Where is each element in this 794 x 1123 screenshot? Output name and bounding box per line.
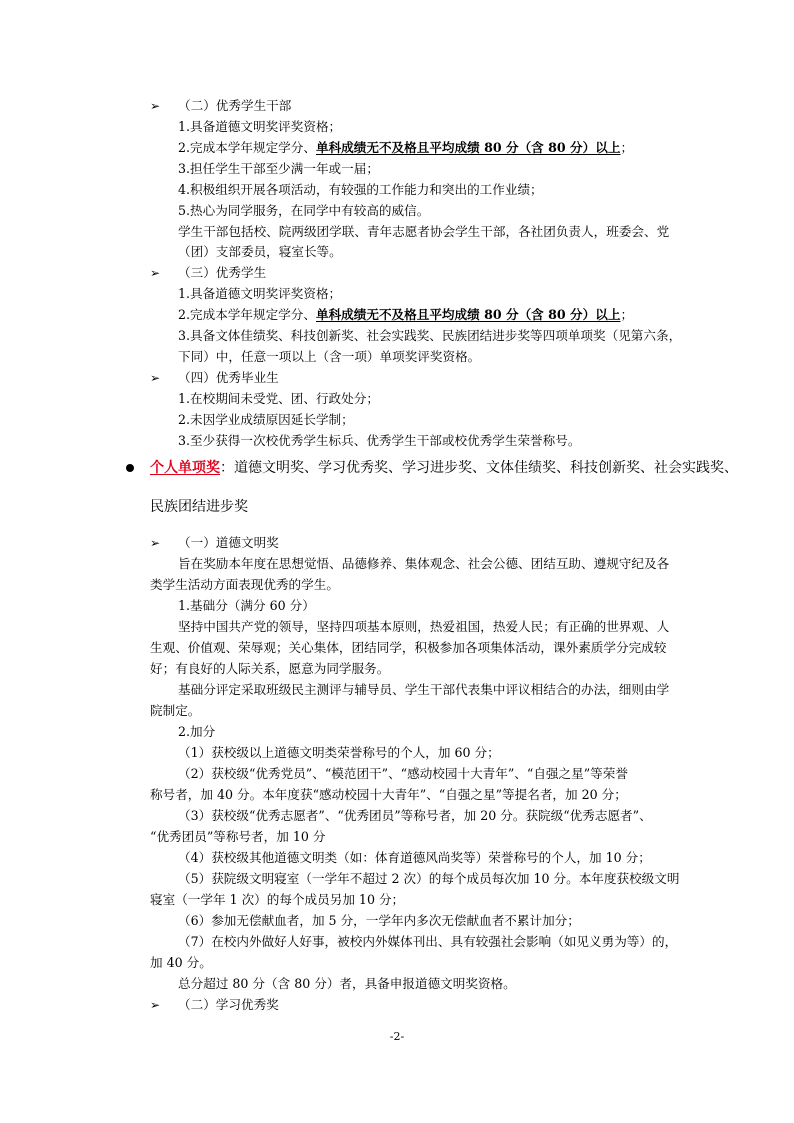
paragraph-line: 旨在奖励本年度在思想觉悟、品德修养、集体观念、社会公德、团结互助、遵规守纪及各: [178, 556, 670, 571]
requirement-text: 2.完成本学年规定学分、: [178, 307, 316, 322]
requirement-item: 下同）中，任意一项以上（含一项）单项奖评奖资格。: [178, 349, 481, 364]
paragraph-line: 类学生活动方面表现优秀的学生。: [150, 577, 339, 592]
list-arrow-icon: ➢: [150, 536, 161, 550]
individual-award-label: 个人单项奖: [150, 460, 220, 476]
bonus-item: （2）获校级“优秀党员”、“模范团干”、“感动校园十大青年”、“自强之星”等荣誉: [178, 766, 628, 781]
requirement-item: [178, 140, 633, 156]
list-arrow-icon: ➢: [150, 99, 161, 113]
requirement-item: 1.具备道德文明奖评奖资格；: [178, 119, 342, 134]
paragraph-line: 院制定。: [150, 703, 201, 718]
page-number: -2-: [389, 1030, 405, 1043]
list-arrow-icon: ➢: [150, 266, 161, 280]
requirement-text: 2.完成本学年规定学分、: [178, 140, 316, 155]
paragraph-line: 坚持中国共产党的领导，坚持四项基本原则，热爱祖国，热爱人民；有正确的世界观、人: [178, 619, 670, 634]
punctuation: ；: [620, 140, 634, 155]
grade-requirement: 单科成绩无不及格且平均成绩 80 分（含 80 分）以上: [315, 307, 621, 322]
section-heading: （三）优秀学生: [178, 265, 267, 280]
requirement-item: 3.担任学生干部至少满一年或一届；: [178, 161, 379, 176]
list-arrow-icon: ➢: [150, 371, 161, 385]
award-list-line: [150, 460, 738, 476]
subheading: 1.基础分（满分 60 分）: [178, 598, 315, 613]
bonus-item: （4）获校级其他道德文明类（如：体育道德风尚奖等）荣誉称号的个人，加 10 分；: [178, 850, 651, 865]
bonus-item: （3）获校级“优秀志愿者”、“优秀团员”等称号者，加 20 分。获院级“优秀志愿者”、: [178, 808, 652, 823]
bonus-item: 加 40 分。: [150, 955, 212, 970]
requirement-item: 2.未因学业成绩原因延长学制；: [178, 412, 354, 427]
bonus-item: （7）在校内外做好人好事，被校内外媒体刊出、具有较强社会影响（如见义勇为等）的，: [178, 934, 678, 949]
paragraph-line: 好；有良好的人际关系，愿意为同学服务。: [150, 661, 390, 676]
bonus-item: 称号者，加 40 分。本年度获“感动校园十大青年”、“自强之星”等提名者，加 20 分；: [150, 787, 627, 802]
requirement-item: 3.具备文体佳绩奖、科技创新奖、社会实践奖、民族团结进步奖等四项单项奖（见第六条，: [178, 328, 682, 343]
bullet-icon: [126, 464, 134, 472]
bonus-item: 寝室（一学年 1 次）的每个成员另加 10 分；: [150, 892, 405, 907]
award-list-text: ：道德文明奖、学习优秀奖、学习进步奖、文体佳绩奖、科技创新奖、社会实践奖、: [220, 460, 738, 476]
requirement-item: 3.至少获得一次校优秀学生标兵、优秀学生干部或校优秀学生荣誉称号。: [178, 433, 581, 448]
requirement-item: 4.积极组织开展各项活动，有较强的工作能力和突出的工作业绩；: [178, 182, 543, 197]
paragraph-line: 总分超过 80 分（含 80 分）者，具备申报道德文明奖资格。: [178, 976, 516, 991]
grade-requirement: 单科成绩无不及格且平均成绩 80 分（含 80 分）以上: [315, 140, 621, 155]
bonus-item: （5）获院级文明寝室（一学年不超过 2 次）的每个成员每次加 10 分。本年度获校级文明: [178, 871, 680, 886]
requirement-item: 1.在校期间未受党、团、行政处分；: [178, 391, 379, 406]
award-list-line: 民族团结进步奖: [150, 499, 248, 515]
section-heading: （二）学习优秀奖: [178, 997, 279, 1012]
bonus-item: “优秀团员”等称号者，加 10 分: [150, 829, 326, 844]
punctuation: ；: [620, 307, 634, 322]
requirement-item: 5.热心为同学服务，在同学中有较高的威信。: [178, 203, 430, 218]
section-heading: （一）道德文明奖: [178, 535, 279, 550]
section-heading: （二）优秀学生干部: [178, 98, 292, 113]
paragraph-line: 基础分评定采取班级民主测评与辅导员、学生干部代表集中评议相结合的办法，细则由学: [178, 682, 670, 697]
requirement-item: 1.具备道德文明奖评奖资格；: [178, 286, 342, 301]
requirement-item: [178, 307, 633, 323]
bonus-item: （1）获校级以上道德文明类荣誉称号的个人，加 60 分；: [178, 745, 500, 760]
paragraph-line: 生观、价值观、荣辱观；关心集体，团结同学，积极参加各项集体活动，课外素质学分完成较: [150, 640, 667, 655]
list-arrow-icon: ➢: [150, 998, 161, 1012]
note-text: （团）支部委员，寝室长等。: [178, 244, 342, 259]
subheading: 2.加分: [178, 724, 216, 739]
note-text: 学生干部包括校、院两级团学联、青年志愿者协会学生干部，各社团负责人，班委会、党: [178, 224, 670, 239]
bonus-item: （6）参加无偿献血者，加 5 分，一学年内多次无偿献血者不累计加分；: [178, 913, 580, 928]
section-heading: （四）优秀毕业生: [178, 370, 279, 385]
